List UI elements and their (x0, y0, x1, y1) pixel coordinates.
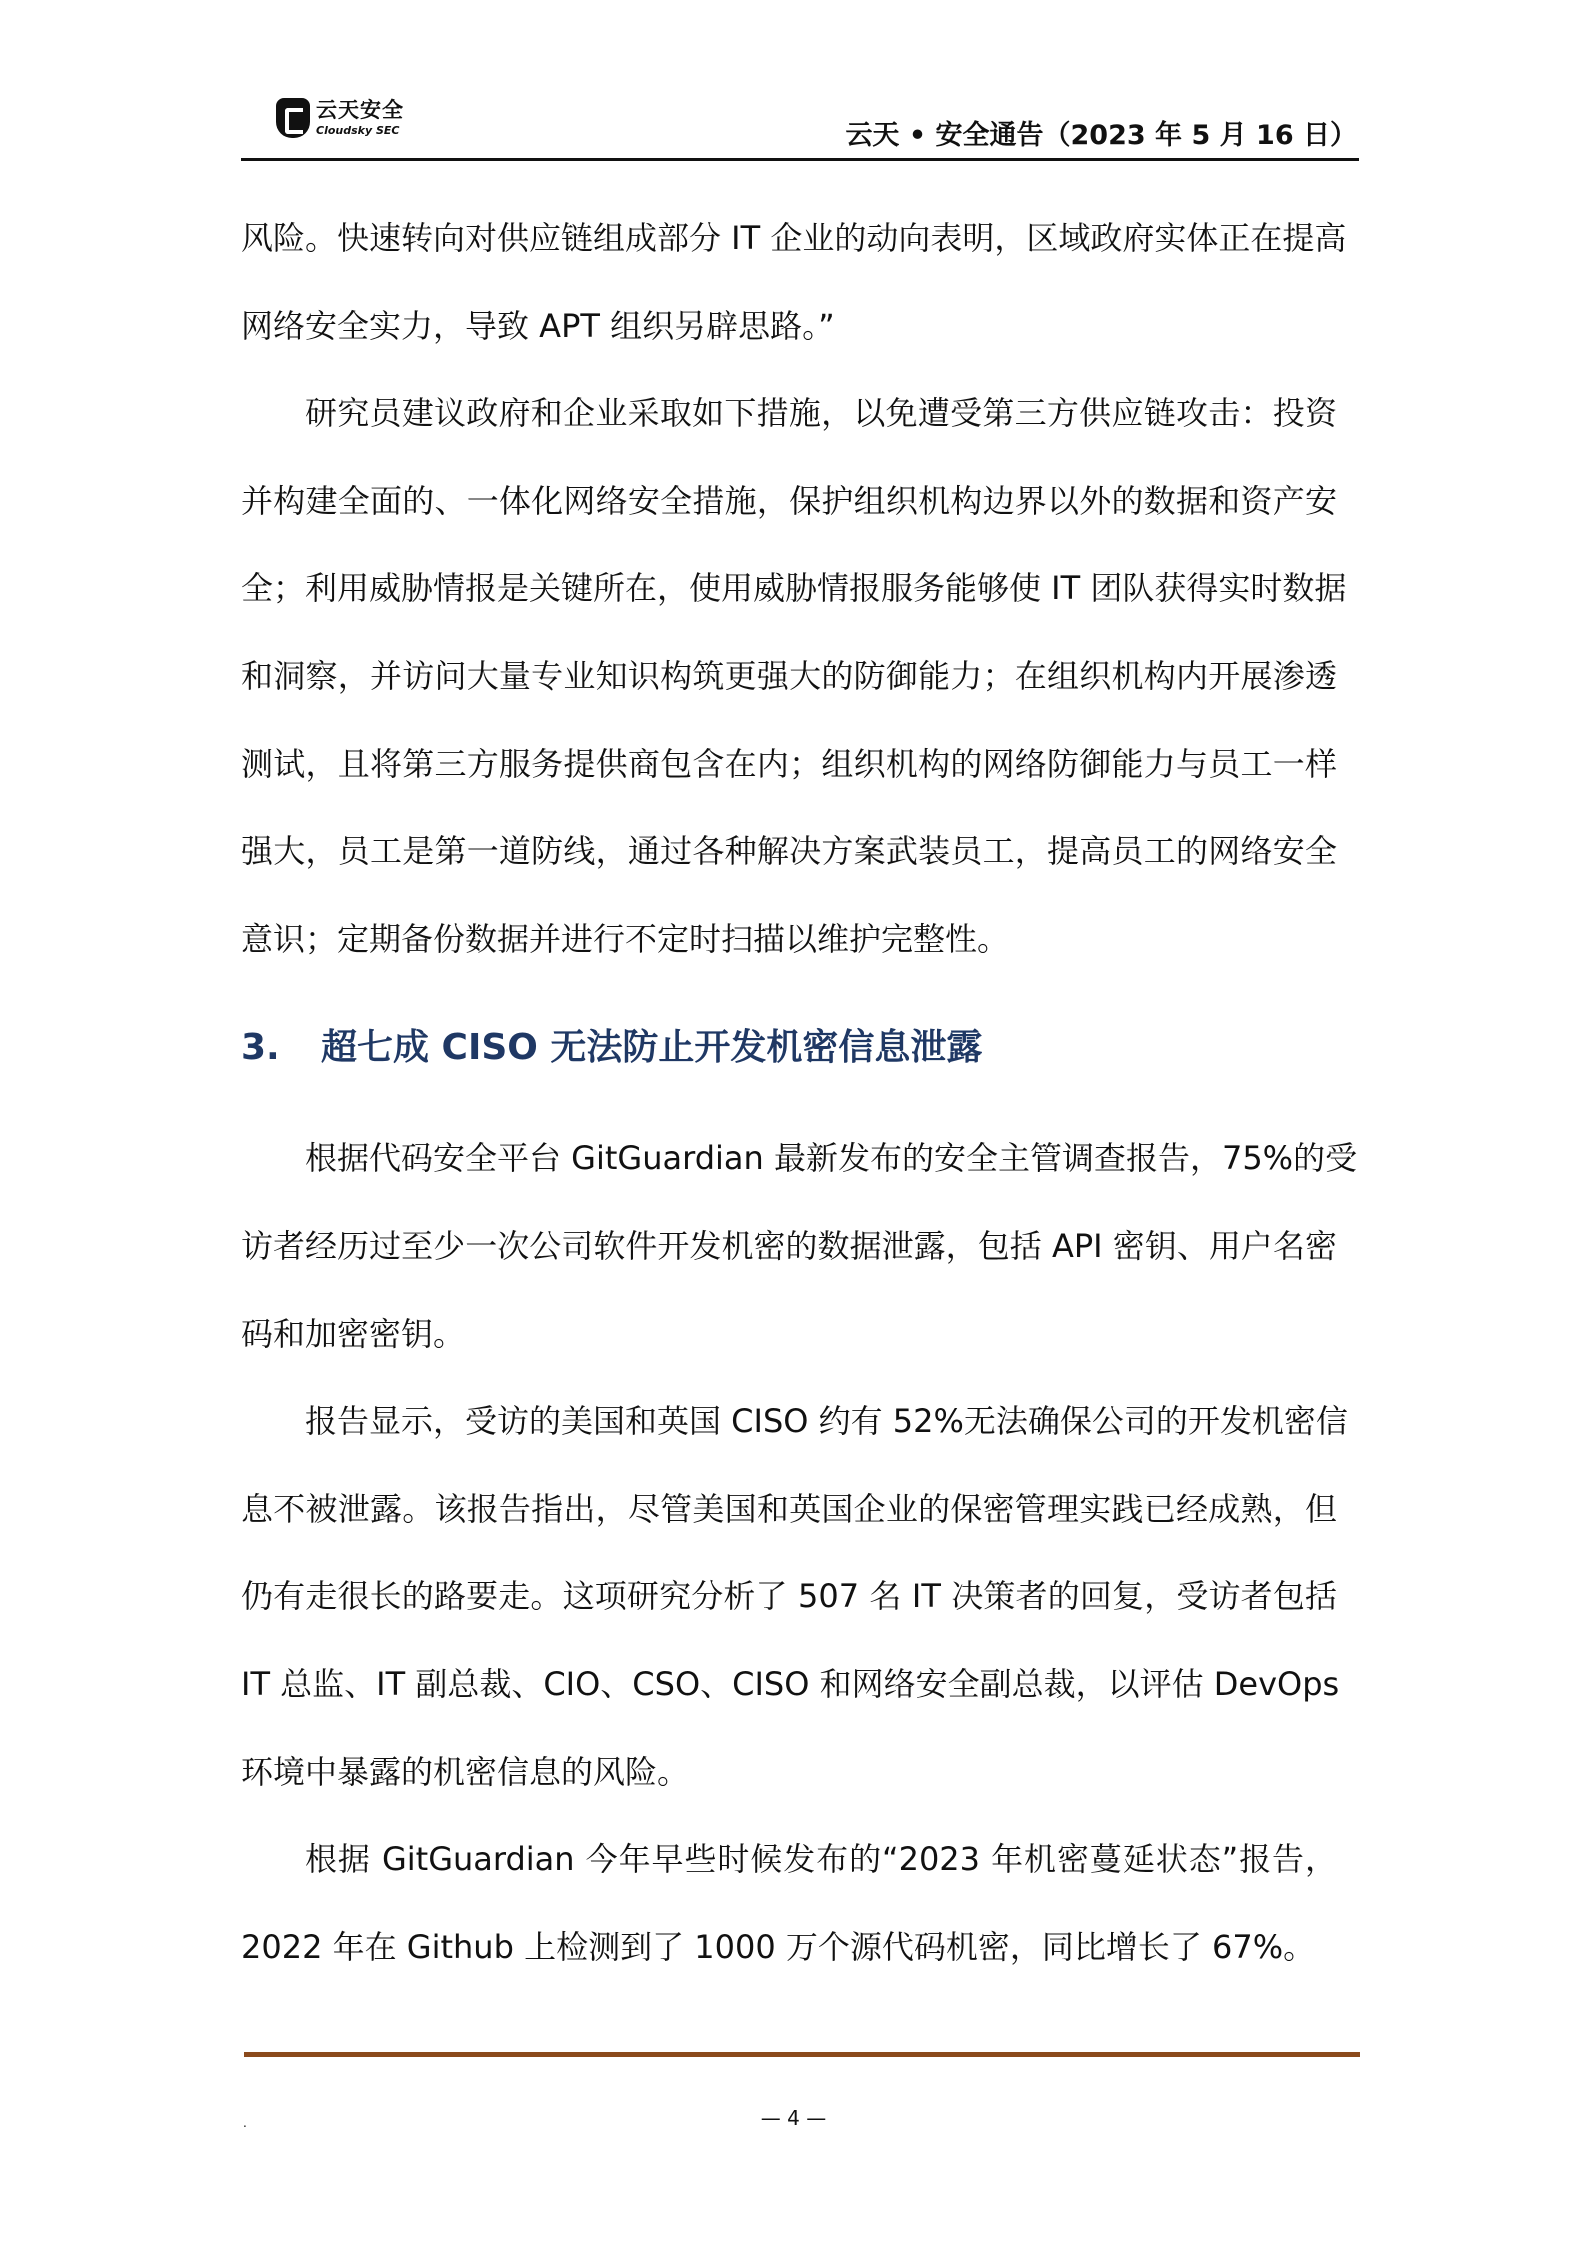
paragraph-line: 风险。快速转向对供应链组成部分 IT 企业的动向表明，区域政府实体正在提高 (241, 219, 1347, 257)
paragraph-line: 仍有走很长的路要走。这项研究分析了 507 名 IT 决策者的回复，受访者包括 (241, 1577, 1337, 1616)
paragraph-line: 研究员建议政府和企业采取如下措施，以免遭受第三方供应链攻击：投资 (305, 394, 1337, 433)
header-title: 云天 • 安全通告（2023 年 5 月 16 日） (845, 120, 1357, 151)
footer-mark: . (243, 2116, 247, 2130)
company-logo (276, 98, 404, 138)
paragraph-line: 2022 年在 Github 上检测到了 1000 万个源代码机密，同比增长了 67%。 (241, 1927, 1316, 1966)
logo-en-text: Cloudsky SEC (316, 124, 400, 137)
paragraph-line: 根据 GitGuardian 今年早些时候发布的“2023 年机密蔓延状态”报告， (305, 1840, 1337, 1879)
page-number: — 4 — (760, 2106, 827, 2130)
paragraph-line: 根据代码安全平台 GitGuardian 最新发布的安全主管调查报告，75%的受 (305, 1139, 1358, 1178)
paragraph-line: IT 总监、IT 副总裁、CIO、CSO、CISO 和网络安全副总裁，以评估 DevOps (241, 1664, 1340, 1703)
paragraph-line: 和洞察，并访问大量专业知识构筑更强大的防御能力；在组织机构内开展渗透 (241, 656, 1337, 695)
paragraph-line: 访者经历过至少一次公司软件开发机密的数据泄露，包括 API 密钥、用户名密 (241, 1226, 1337, 1265)
footer-divider (244, 2052, 1360, 2057)
paragraph-line: 网络安全实力，导致 APT 组织另辟思路。” (241, 306, 835, 345)
paragraph-line: 全；利用威胁情报是关键所在，使用威胁情报服务能够使 IT 团队获得实时数据 (241, 569, 1347, 608)
section-title: 超七成 CISO 无法防止开发机密信息泄露 (321, 1027, 983, 1069)
paragraph-line: 环境中暴露的机密信息的风险。 (241, 1752, 690, 1791)
section-heading (241, 1022, 1337, 1132)
paragraph-line: 强大，员工是第一道防线，通过各种解决方案武装员工，提高员工的网络安全 (241, 832, 1337, 871)
document-body (241, 212, 1358, 2008)
paragraph-line: 测试，且将第三方服务提供商包含在内；组织机构的网络防御能力与员工一样 (241, 744, 1337, 783)
paragraph-line: 报告显示，受访的美国和英国 CISO 约有 52%无法确保公司的开发机密信 (305, 1402, 1348, 1441)
paragraph-line: 并构建全面的、一体化网络安全措施，保护组织机构边界以外的数据和资产安 (241, 481, 1337, 520)
paragraph-line: 息不被泄露。该报告指出，尽管美国和英国企业的保密管理实践已经成熟，但 (241, 1489, 1337, 1528)
shield-logo-icon (276, 98, 310, 138)
paragraph-line: 码和加密密钥。 (241, 1314, 466, 1353)
logo-cn-text: 云天安全 (316, 98, 404, 122)
section-number: 3. (241, 1027, 280, 1069)
header-divider (241, 158, 1359, 161)
paragraph-line: 意识；定期备份数据并进行不定时扫描以维护完整性。 (241, 919, 1010, 958)
